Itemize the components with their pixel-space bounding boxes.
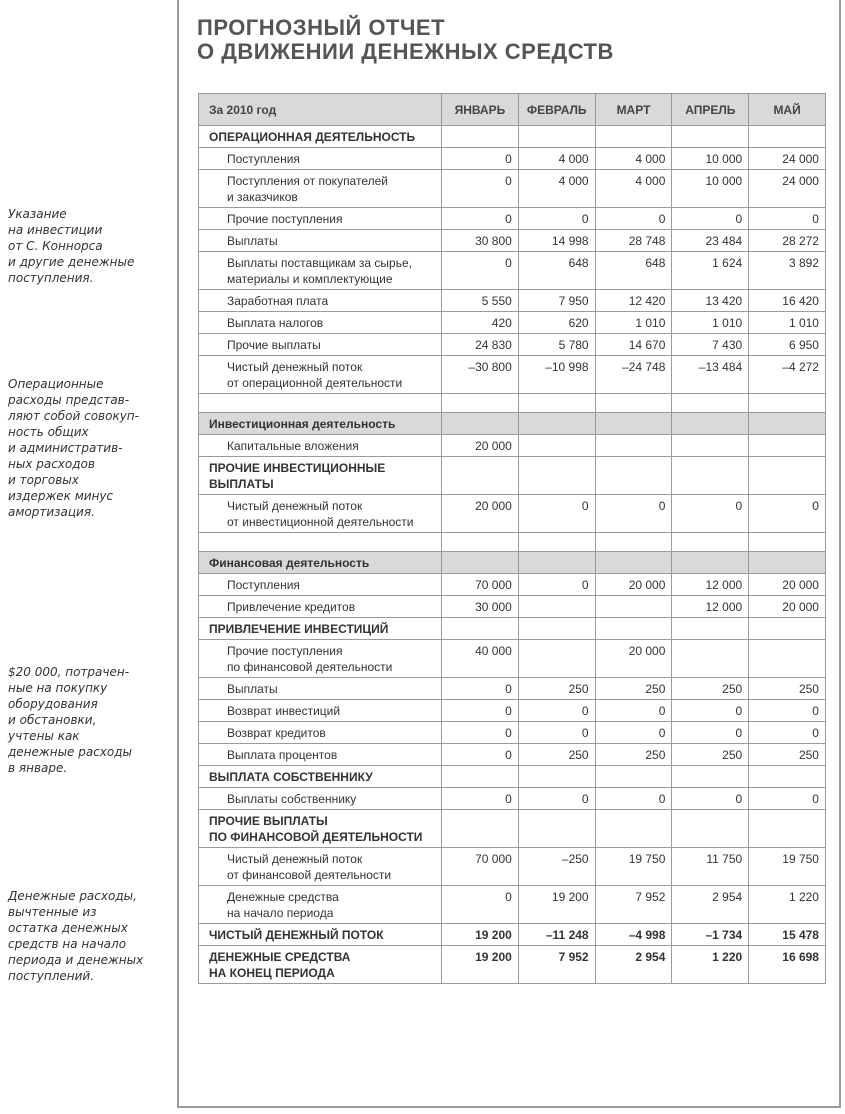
row-label: Чистый денежный поток от инвестиционной деятельности xyxy=(199,495,442,533)
table-row xyxy=(199,435,826,457)
cell-value: 0 xyxy=(595,788,672,810)
cash-flow-table xyxy=(198,93,826,984)
row-label: Финансовая деятельность xyxy=(199,552,442,574)
table-row xyxy=(199,208,826,230)
cell-value: 0 xyxy=(442,722,519,744)
cell-value xyxy=(672,126,749,148)
cell-value: 0 xyxy=(518,495,595,533)
cell-value xyxy=(749,618,826,640)
cell-value: 250 xyxy=(518,678,595,700)
cell-value: –30 800 xyxy=(442,356,519,394)
cell-value: 20 000 xyxy=(595,574,672,596)
cell-value: 0 xyxy=(442,252,519,290)
header-month: МАРТ xyxy=(595,94,672,126)
cell-value: 0 xyxy=(442,148,519,170)
cell-value: 648 xyxy=(518,252,595,290)
cell-value xyxy=(518,457,595,495)
cell-value: 1 010 xyxy=(595,312,672,334)
table-row xyxy=(199,700,826,722)
table-row xyxy=(199,744,826,766)
cell-value: 20 000 xyxy=(749,596,826,618)
cell-value xyxy=(518,596,595,618)
cell-value xyxy=(518,810,595,848)
row-label: Выплаты собственнику xyxy=(199,788,442,810)
cell-value: 0 xyxy=(518,722,595,744)
table-row xyxy=(199,596,826,618)
cell-value: 0 xyxy=(595,208,672,230)
cell-value: 19 750 xyxy=(595,848,672,886)
cell-value: 15 478 xyxy=(749,924,826,946)
cell-value: 0 xyxy=(442,744,519,766)
cell-value xyxy=(595,618,672,640)
row-label: Денежные средства на начало периода xyxy=(199,886,442,924)
table-row xyxy=(199,170,826,208)
cell-value: 0 xyxy=(749,208,826,230)
cell-value: 0 xyxy=(518,574,595,596)
cell-value: 0 xyxy=(749,722,826,744)
cell-value: 250 xyxy=(749,678,826,700)
table-row xyxy=(199,457,826,495)
cell-value: 0 xyxy=(595,495,672,533)
cell-value: 1 624 xyxy=(672,252,749,290)
row-label: Выплаты поставщикам за сырье, материалы и комплектующие xyxy=(199,252,442,290)
cell-value xyxy=(518,640,595,678)
row-label: Поступления xyxy=(199,148,442,170)
cell-value: 1 220 xyxy=(672,946,749,984)
cell-value: 0 xyxy=(595,700,672,722)
cell-value xyxy=(442,457,519,495)
cell-value xyxy=(595,533,672,552)
cell-value xyxy=(749,552,826,574)
cell-value xyxy=(749,126,826,148)
table-row xyxy=(199,230,826,252)
cell-value: 250 xyxy=(749,744,826,766)
cell-value: 19 200 xyxy=(518,886,595,924)
cell-value: 19 200 xyxy=(442,924,519,946)
cell-value: 0 xyxy=(518,208,595,230)
cell-value xyxy=(672,457,749,495)
header-month: ЯНВАРЬ xyxy=(442,94,519,126)
cell-value xyxy=(749,413,826,435)
header-month: МАЙ xyxy=(749,94,826,126)
cell-value xyxy=(672,766,749,788)
cell-value xyxy=(749,640,826,678)
cell-value: 16 420 xyxy=(749,290,826,312)
row-label: Выплата процентов xyxy=(199,744,442,766)
cell-value: 0 xyxy=(749,788,826,810)
row-label xyxy=(199,394,442,413)
cell-value: 0 xyxy=(442,208,519,230)
cell-value: 420 xyxy=(442,312,519,334)
cell-value: 28 272 xyxy=(749,230,826,252)
cell-value: 648 xyxy=(595,252,672,290)
table-row xyxy=(199,312,826,334)
table-row xyxy=(199,848,826,886)
row-label: ПРОЧИЕ ИНВЕСТИЦИОННЫЕ ВЫПЛАТЫ xyxy=(199,457,442,495)
cell-value: 0 xyxy=(672,208,749,230)
row-label: Инвестиционная деятельность xyxy=(199,413,442,435)
row-label xyxy=(199,533,442,552)
cell-value: 0 xyxy=(442,170,519,208)
row-label: ВЫПЛАТА СОБСТВЕННИКУ xyxy=(199,766,442,788)
cell-value: 2 954 xyxy=(595,946,672,984)
cell-value: 0 xyxy=(672,495,749,533)
table-row xyxy=(199,766,826,788)
row-label: ОПЕРАЦИОННАЯ ДЕЯТЕЛЬНОСТЬ xyxy=(199,126,442,148)
row-label: Прочие поступления xyxy=(199,208,442,230)
row-label: Чистый денежный поток от операционной деятельности xyxy=(199,356,442,394)
cell-value: 7 952 xyxy=(595,886,672,924)
cell-value: 0 xyxy=(518,788,595,810)
cell-value: 250 xyxy=(518,744,595,766)
cell-value xyxy=(749,766,826,788)
cell-value: 5 780 xyxy=(518,334,595,356)
cell-value: 19 200 xyxy=(442,946,519,984)
table-row xyxy=(199,252,826,290)
cell-value xyxy=(595,596,672,618)
table-row xyxy=(199,678,826,700)
cell-value: 1 010 xyxy=(672,312,749,334)
row-label: Возврат инвестиций xyxy=(199,700,442,722)
cell-value xyxy=(518,552,595,574)
cell-value xyxy=(672,810,749,848)
row-label: Заработная плата xyxy=(199,290,442,312)
cell-value: 6 950 xyxy=(749,334,826,356)
row-label: ПРИВЛЕЧЕНИЕ ИНВЕСТИЦИЙ xyxy=(199,618,442,640)
table-row xyxy=(199,640,826,678)
cell-value: 0 xyxy=(595,722,672,744)
cell-value: 0 xyxy=(442,678,519,700)
cell-value: 4 000 xyxy=(518,170,595,208)
cell-value xyxy=(595,435,672,457)
cell-value: 12 000 xyxy=(672,596,749,618)
row-label: Выплаты xyxy=(199,230,442,252)
row-label: ПРОЧИЕ ВЫПЛАТЫ ПО ФИНАНСОВОЙ ДЕЯТЕЛЬНОСТИ xyxy=(199,810,442,848)
table-row xyxy=(199,552,826,574)
cell-value: 5 550 xyxy=(442,290,519,312)
cell-value: 2 954 xyxy=(672,886,749,924)
cell-value: –4 998 xyxy=(595,924,672,946)
cell-value: –10 998 xyxy=(518,356,595,394)
cell-value xyxy=(672,640,749,678)
cell-value: 0 xyxy=(749,495,826,533)
cell-value: 30 000 xyxy=(442,596,519,618)
note-investments: Указание на инвестиции от С. Коннорса и другие денежные поступления. xyxy=(8,207,135,285)
report-title: ПРОГНОЗНЫЙ ОТЧЕТ О ДВИЖЕНИИ ДЕНЕЖНЫХ СРЕДСТВ xyxy=(197,15,614,64)
cell-value: 0 xyxy=(672,788,749,810)
row-label: Возврат кредитов xyxy=(199,722,442,744)
cell-value: 250 xyxy=(672,744,749,766)
note-equipment: $20 000, потрачен- ные на покупку оборудования и обстановки, учтены как денежные расходы в январе. xyxy=(8,665,133,775)
cell-value: 23 484 xyxy=(672,230,749,252)
table-row xyxy=(199,356,826,394)
cell-value: 3 892 xyxy=(749,252,826,290)
cell-value: 1 220 xyxy=(749,886,826,924)
cell-value xyxy=(672,618,749,640)
cell-value: 0 xyxy=(749,700,826,722)
header-month: ФЕВРАЛЬ xyxy=(518,94,595,126)
cell-value: 24 000 xyxy=(749,148,826,170)
cell-value: 1 010 xyxy=(749,312,826,334)
table-row xyxy=(199,810,826,848)
cell-value xyxy=(442,766,519,788)
cell-value: 4 000 xyxy=(518,148,595,170)
cell-value: 250 xyxy=(595,744,672,766)
cell-value xyxy=(518,394,595,413)
note-cash-expenses: Денежные расходы, вычтенные из остатка денежных средств на начало периода и денежных поступлений. xyxy=(8,889,144,983)
cell-value: 16 698 xyxy=(749,946,826,984)
cell-value xyxy=(672,533,749,552)
cell-value: 0 xyxy=(672,700,749,722)
cell-value xyxy=(442,126,519,148)
cell-value xyxy=(672,552,749,574)
table-row xyxy=(199,574,826,596)
cell-value xyxy=(518,533,595,552)
cell-value: 10 000 xyxy=(672,170,749,208)
table-row xyxy=(199,126,826,148)
cell-value: 12 000 xyxy=(672,574,749,596)
cell-value: 7 430 xyxy=(672,334,749,356)
cell-value xyxy=(749,435,826,457)
cell-value: 30 800 xyxy=(442,230,519,252)
cell-value xyxy=(442,810,519,848)
cell-value: 4 000 xyxy=(595,148,672,170)
cell-value xyxy=(442,394,519,413)
cell-value: 24 000 xyxy=(749,170,826,208)
cell-value xyxy=(595,810,672,848)
table-row xyxy=(199,924,826,946)
row-label: Выплаты xyxy=(199,678,442,700)
table-row xyxy=(199,722,826,744)
header-period: За 2010 год xyxy=(199,94,442,126)
table-row xyxy=(199,533,826,552)
cell-value xyxy=(749,810,826,848)
cell-value xyxy=(518,126,595,148)
cell-value: 20 000 xyxy=(442,435,519,457)
cell-value: 0 xyxy=(672,722,749,744)
cell-value: 19 750 xyxy=(749,848,826,886)
cell-value xyxy=(595,413,672,435)
cell-value: 4 000 xyxy=(595,170,672,208)
cell-value: 11 750 xyxy=(672,848,749,886)
cell-value: 70 000 xyxy=(442,574,519,596)
cell-value: 250 xyxy=(672,678,749,700)
cell-value: 28 748 xyxy=(595,230,672,252)
cell-value: 13 420 xyxy=(672,290,749,312)
cell-value xyxy=(595,394,672,413)
cell-value xyxy=(595,766,672,788)
table-row xyxy=(199,788,826,810)
cell-value: 24 830 xyxy=(442,334,519,356)
row-label: Поступления от покупателей и заказчиков xyxy=(199,170,442,208)
table-row xyxy=(199,946,826,984)
row-label: Поступления xyxy=(199,574,442,596)
table-row xyxy=(199,334,826,356)
cell-value xyxy=(518,413,595,435)
table-body xyxy=(199,126,826,984)
cell-value xyxy=(749,457,826,495)
cell-value xyxy=(595,126,672,148)
cell-value xyxy=(672,435,749,457)
cell-value xyxy=(749,533,826,552)
cell-value xyxy=(518,618,595,640)
cell-value: –13 484 xyxy=(672,356,749,394)
cell-value xyxy=(518,766,595,788)
cell-value: 40 000 xyxy=(442,640,519,678)
cell-value: –1 734 xyxy=(672,924,749,946)
cell-value: 0 xyxy=(442,886,519,924)
row-label: Прочие выплаты xyxy=(199,334,442,356)
cell-value: –24 748 xyxy=(595,356,672,394)
cell-value: 0 xyxy=(518,700,595,722)
cell-value: –4 272 xyxy=(749,356,826,394)
table-row xyxy=(199,495,826,533)
cell-value xyxy=(442,533,519,552)
cell-value: 70 000 xyxy=(442,848,519,886)
table-row xyxy=(199,413,826,435)
cell-value: 10 000 xyxy=(672,148,749,170)
cell-value: 20 000 xyxy=(442,495,519,533)
cell-value xyxy=(595,552,672,574)
cell-value: 14 998 xyxy=(518,230,595,252)
cell-value xyxy=(442,552,519,574)
table-row xyxy=(199,394,826,413)
table-row xyxy=(199,886,826,924)
row-label: Чистый денежный поток от финансовой деятельности xyxy=(199,848,442,886)
table-row xyxy=(199,290,826,312)
cell-value: 20 000 xyxy=(749,574,826,596)
cell-value: 12 420 xyxy=(595,290,672,312)
table-row xyxy=(199,618,826,640)
note-operating-expenses: Операционные расходы представ- ляют собой совокуп- ность общих и административ- ных расходов и торговых издержек минус амортизация. xyxy=(8,377,139,519)
cell-value: 620 xyxy=(518,312,595,334)
cell-value xyxy=(595,457,672,495)
cell-value xyxy=(672,394,749,413)
table-row xyxy=(199,148,826,170)
cell-value: 7 950 xyxy=(518,290,595,312)
table-header-row xyxy=(199,94,826,126)
row-label: ДЕНЕЖНЫЕ СРЕДСТВА НА КОНЕЦ ПЕРИОДА xyxy=(199,946,442,984)
row-label: Привлечение кредитов xyxy=(199,596,442,618)
cell-value: 7 952 xyxy=(518,946,595,984)
cell-value: –11 248 xyxy=(518,924,595,946)
cell-value xyxy=(749,394,826,413)
row-label: Выплата налогов xyxy=(199,312,442,334)
cell-value xyxy=(442,413,519,435)
header-month: АПРЕЛЬ xyxy=(672,94,749,126)
row-label: Прочие поступления по финансовой деятельности xyxy=(199,640,442,678)
cell-value: –250 xyxy=(518,848,595,886)
cell-value: 20 000 xyxy=(595,640,672,678)
cell-value xyxy=(442,618,519,640)
cell-value: 250 xyxy=(595,678,672,700)
cell-value xyxy=(672,413,749,435)
cell-value: 0 xyxy=(442,788,519,810)
cell-value xyxy=(518,435,595,457)
row-label: Капитальные вложения xyxy=(199,435,442,457)
row-label: ЧИСТЫЙ ДЕНЕЖНЫЙ ПОТОК xyxy=(199,924,442,946)
cell-value: 0 xyxy=(442,700,519,722)
report-panel xyxy=(177,0,841,1108)
cell-value: 14 670 xyxy=(595,334,672,356)
